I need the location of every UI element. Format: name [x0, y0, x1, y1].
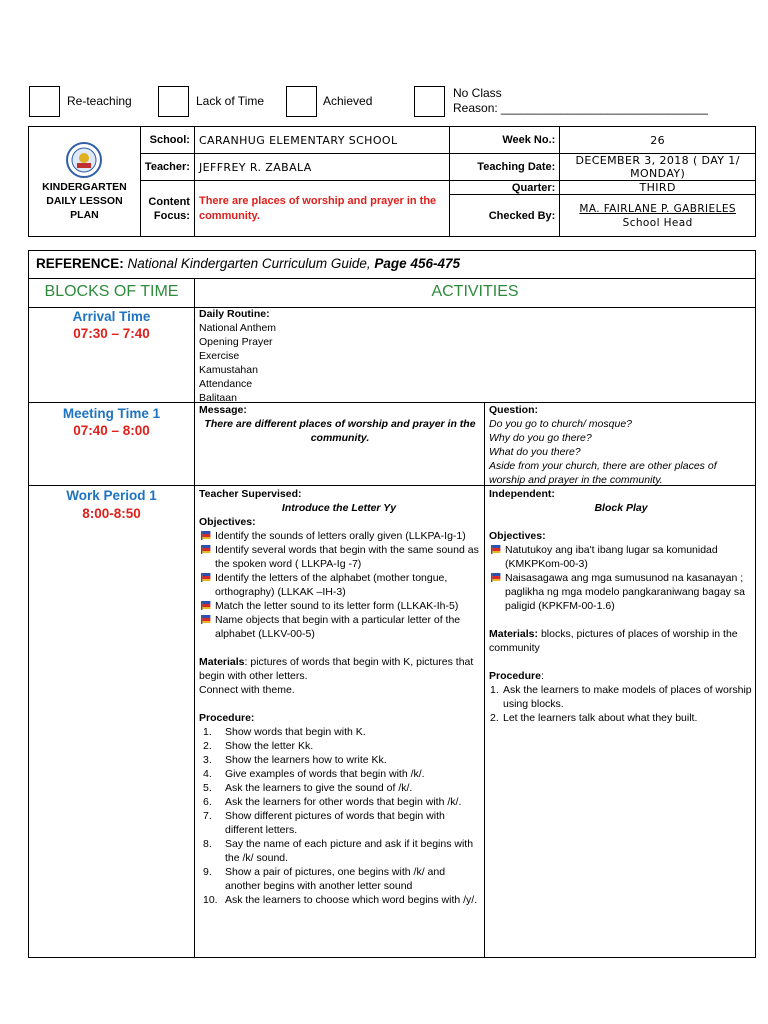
materials-line	[199, 655, 479, 683]
objective-item: Identify the sounds of letters orally given (LLKPA-Ig-1)	[199, 529, 479, 543]
work-period-time: 8:00-8:50	[82, 506, 141, 521]
ind-procedure-step: 1. Ask the learners to make models of places of worship using blocks.	[490, 684, 752, 710]
question-item: What do you there?	[489, 446, 581, 458]
no-class-checkbox[interactable]	[414, 86, 445, 117]
reteaching-checkbox[interactable]	[29, 86, 60, 117]
question-item: Aside from your church, there are other places of worship and prayer in the community.	[489, 460, 717, 486]
checked-by-cell	[560, 195, 756, 237]
ind-objective-item: Naisasagawa ang mga sumusunod na kasanayan ; paglikha ng mga modelo pangkaraniwang bagay sa paligid (KPKFM-00-1.6)	[489, 571, 753, 613]
arrival-title: Arrival Time	[72, 309, 151, 324]
lack-of-time-checkbox[interactable]	[158, 86, 189, 117]
content-focus-label-1: Content	[148, 195, 190, 208]
procedure-step: 2. Show the letter Kk.	[203, 740, 314, 752]
checked-by-name: MA. FAIRLANE P. GABRIELES	[579, 202, 736, 215]
reference-line	[36, 256, 460, 271]
message-text: There are different places of worship and prayer in the community.	[204, 418, 476, 444]
ind-objectives-label: Objectives:	[489, 530, 546, 542]
flag-bullet-icon	[201, 573, 211, 582]
procedure-step: 6. Ask the learners for other words that begin with /k/.	[203, 796, 462, 808]
lack-of-time-label: Lack of Time	[196, 94, 265, 108]
routine-item: National Anthem	[199, 322, 277, 334]
ind-procedure-label: Procedure	[489, 670, 541, 682]
routine-item: Opening Prayer	[199, 336, 273, 348]
routine-item: Kamustahan	[199, 364, 258, 376]
objective-item: Identify several words that begin with the same sound as the spoken word ( LLKPA-Ig -7)	[199, 543, 479, 571]
teaching-date-value: DECEMBER 3, 2018 ( DAY 1/ MONDAY)	[560, 154, 756, 181]
quarter-value: THIRD	[560, 181, 756, 195]
week-value: 26	[560, 127, 756, 154]
quarter-label: Quarter:	[450, 181, 560, 195]
connect-line: Connect with theme.	[199, 684, 295, 696]
objective-item: Name objects that begin with a particular letter of the alphabet (LLKV-00-5)	[199, 613, 479, 641]
flag-bullet-icon	[201, 615, 211, 624]
blocks-of-time-heading: BLOCKS OF TIME	[44, 283, 179, 300]
flag-bullet-icon	[491, 573, 501, 582]
procedure-step: 1. Show words that begin with K.	[203, 726, 366, 738]
reason-field[interactable]: Reason: _______________________________	[453, 101, 708, 115]
flag-bullet-icon	[201, 545, 211, 554]
ind-materials-label: Materials:	[489, 628, 539, 640]
reference-text: National Kindergarten Curriculum Guide,	[127, 256, 371, 271]
content-focus-value: There are places of worship and prayer in the community.	[194, 181, 450, 237]
ind-objective-item: Natutukoy ang iba't ibang lugar sa komunidad (KMKPKom-00-3)	[489, 543, 753, 571]
achieved-label: Achieved	[323, 94, 373, 108]
supervised-title: Introduce the Letter Yy	[281, 502, 397, 514]
lesson-plan-title-3: PLAN	[70, 208, 99, 221]
objectives-label: Objectives:	[199, 516, 256, 528]
question-item: Why do you go there?	[489, 432, 592, 444]
teaching-date-label: Teaching Date:	[450, 154, 560, 181]
materials-text: : pictures of words that begin with K, pictures that begin with other letters.	[199, 656, 474, 682]
ind-procedure-list	[489, 683, 753, 725]
lesson-header-table	[28, 126, 756, 237]
arrival-time: 07:30 – 7:40	[73, 326, 150, 341]
activities-table	[28, 250, 756, 958]
lesson-plan-title-2: DAILY LESSON	[46, 194, 123, 207]
reference-page: Page 456-475	[374, 256, 460, 271]
flag-bullet-icon	[201, 531, 211, 540]
achieved-checkbox[interactable]	[286, 86, 317, 117]
daily-routine	[199, 307, 276, 405]
activities-heading: ACTIVITIES	[431, 283, 519, 300]
ind-objectives-list	[489, 543, 753, 613]
supervised-label: Teacher Supervised:	[199, 488, 302, 500]
procedure-step: 5. Ask the learners to give the sound of /k/.	[203, 782, 413, 794]
teacher-label: Teacher:	[140, 154, 194, 181]
checked-by-role: School Head	[622, 216, 693, 229]
teacher-supervised	[199, 487, 479, 907]
ind-materials-text: blocks, pictures of places of worship in the community	[489, 628, 738, 654]
content-focus-label	[140, 181, 194, 237]
meeting-questions	[489, 403, 753, 487]
independent-activity	[489, 487, 753, 725]
routine-item: Balitaan	[199, 392, 237, 404]
school-value: CARANHUG ELEMENTARY SCHOOL	[194, 127, 450, 154]
objective-item: Identify the letters of the alphabet (mother tongue, orthography) (LLKAK –IH-3)	[199, 571, 479, 599]
teacher-value: JEFFREY R. ZABALA	[194, 154, 450, 181]
procedure-step: 10. Ask the learners to choose which word begins with /y/.	[203, 894, 478, 906]
routine-item: Exercise	[199, 350, 240, 362]
meeting-title: Meeting Time 1	[62, 406, 161, 421]
flag-bullet-icon	[201, 601, 211, 610]
objective-item: Match the letter sound to its letter form (LLKAK-Ih-5)	[199, 599, 479, 613]
reteaching-label: Re-teaching	[67, 94, 132, 108]
meeting-time: 07:40 – 8:00	[73, 423, 150, 438]
materials-label: Materials	[199, 656, 245, 668]
question-label: Question:	[489, 404, 538, 416]
week-label: Week No.:	[450, 127, 560, 154]
ind-procedure-line: Procedure:	[489, 670, 544, 682]
procedure-step: 3. Show the learners how to write Kk.	[203, 754, 387, 766]
procedure-step: 7. Show different pictures of words that begin with different letters.	[203, 810, 445, 836]
no-class-label: No Class	[453, 86, 502, 100]
procedure-step: 9. Show a pair of pictures, one begins with /k/ and another begins with another letter sound	[203, 866, 446, 892]
reference-label: REFERENCE:	[36, 256, 124, 271]
routine-item: Attendance	[199, 378, 253, 390]
daily-routine-label: Daily Routine:	[199, 308, 270, 320]
question-item: Do you go to church/ mosque?	[489, 418, 633, 430]
lesson-plan-title: KINDERGARTEN	[42, 180, 127, 193]
procedure-label: Procedure:	[199, 712, 255, 724]
work-period-title: Work Period 1	[66, 488, 157, 503]
objectives-list	[199, 529, 479, 641]
procedure-step: 8. Say the name of each picture and ask if it begins with the /k/ sound.	[203, 838, 474, 864]
school-label: School:	[140, 127, 194, 154]
school-logo-cell	[29, 127, 141, 237]
deped-seal-icon	[66, 142, 102, 178]
ind-materials-line	[489, 627, 753, 655]
flag-bullet-icon	[491, 545, 501, 554]
procedure-list	[199, 725, 479, 907]
ind-procedure-step: 2. Let the learners talk about what they built.	[490, 712, 698, 724]
procedure-step: 4. Give examples of words that begin with /k/.	[203, 768, 425, 780]
message-label: Message:	[199, 404, 247, 416]
checked-by-label: Checked By:	[450, 195, 560, 237]
independent-title: Block Play	[594, 502, 648, 514]
independent-label: Independent:	[489, 488, 555, 500]
meeting-message	[199, 403, 481, 445]
content-focus-label-2: Focus:	[153, 209, 190, 222]
